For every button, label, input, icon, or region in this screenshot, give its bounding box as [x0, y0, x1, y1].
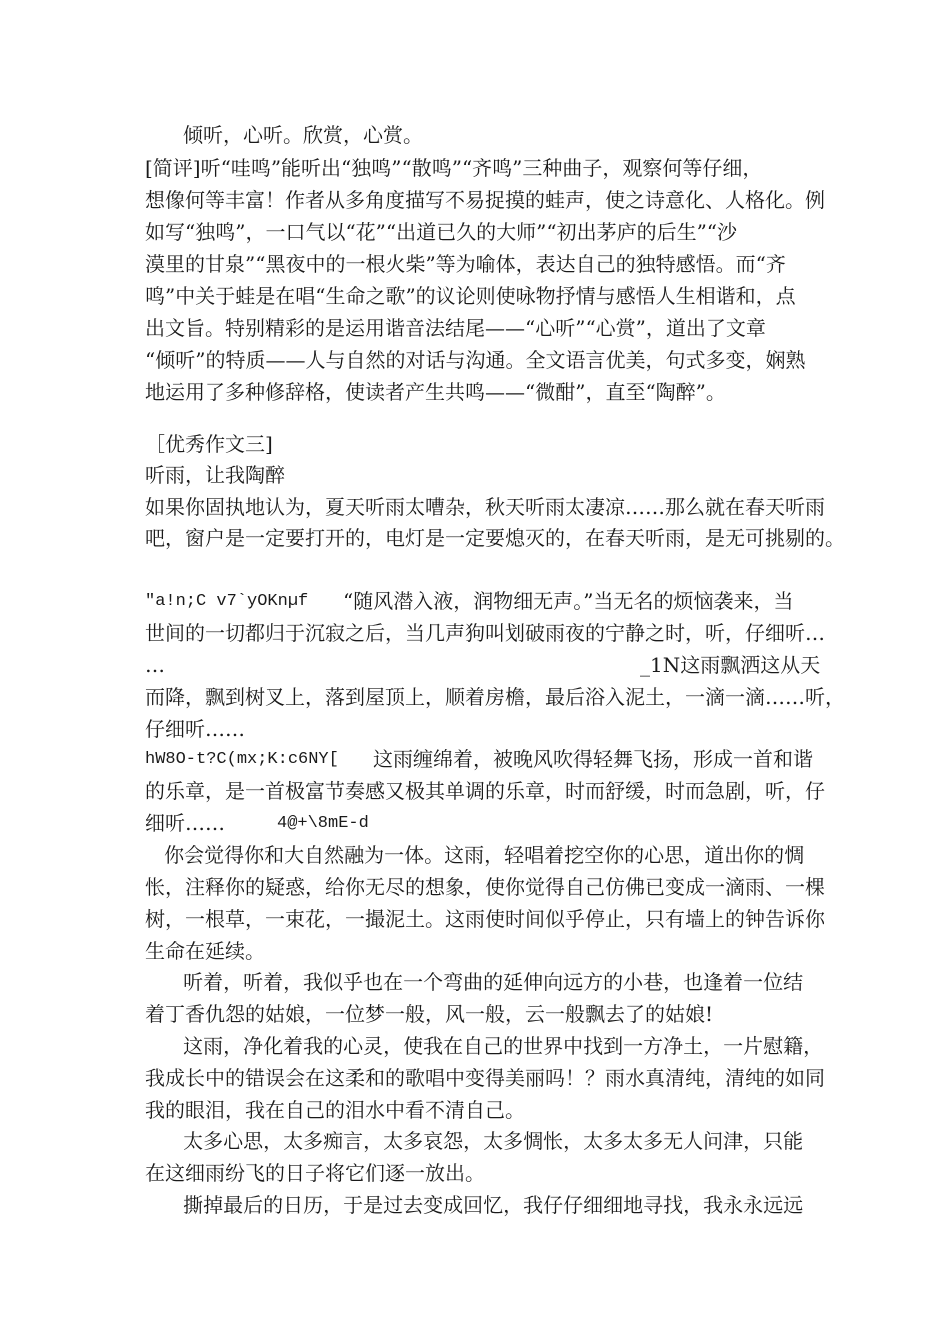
paragraph-line: 而降，飘到树叉上，落到屋顶上，顺着房檐，最后浴入泥土，一滴一滴……听，: [145, 685, 845, 709]
noise-text: _1N这雨飘洒这从天: [640, 653, 821, 677]
comment-line: 鸣”中关于蛙是在唱“生命之歌”的议论则使咏物抒情与感悟人生相谐和，点: [145, 284, 796, 308]
essay-title: 听雨，让我陶醉: [145, 463, 285, 487]
paragraph-line: 世间的一切都归于沉寂之后，当几声狗叫划破雨夜的宁静之时，听，仔细听…: [145, 621, 825, 645]
intro-line: 倾听，心听。欣赏，心赏。: [183, 123, 423, 147]
paragraph-line: 如果你固执地认为，夏天听雨太嘈杂，秋天听雨太凄凉……那么就在春天听雨: [145, 495, 825, 519]
paragraph-line: 这雨缠绵着，被晚风吹得轻舞飞扬，形成一首和谐: [373, 747, 813, 771]
paragraph-line: 撕掉最后的日历，于是过去变成回忆，我仔仔细细地寻找，我永永远远: [145, 1193, 804, 1217]
paragraph-line: 听着，听着，我似乎也在一个弯曲的延伸向远方的小巷，也逢着一位结: [145, 970, 804, 994]
paragraph-line: 的乐章，是一首极富节奏感又极其单调的乐章，时而舒缓，时而急剧，听，仔: [145, 779, 825, 803]
paragraph-line: 生命在延续。: [145, 939, 265, 963]
paragraph-line: 我成长中的错误会在这柔和的歌唱中变得美丽吗！？雨水真清纯，清纯的如同: [145, 1066, 825, 1090]
paragraph-line: 怅，注释你的疑惑，给你无尽的想象，使你觉得自己仿佛已变成一滴雨、一棵: [145, 875, 825, 899]
paragraph-line: 太多心思，太多痴言，太多哀怨，太多惆怅，太多太多无人问津，只能: [145, 1129, 804, 1153]
comment-line: 想像何等丰富！作者从多角度描写不易捉摸的蛙声，使之诗意化、人格化。例: [145, 188, 825, 212]
comment-line: 出文旨。特别精彩的是运用谐音法结尾——“心听”“心赏”，道出了文章: [145, 316, 766, 340]
section-label: ［优秀作文三]: [145, 432, 273, 456]
paragraph-line: 在这细雨纷飞的日子将它们逐一放出。: [145, 1161, 485, 1185]
comment-line: 如写“独鸣”，一口气以“花”“出道已久的大师”“初出茅庐的后生”“沙: [145, 220, 738, 244]
comment-line: 地运用了多种修辞格，使读者产生共鸣——“微酣”，直至“陶醉”。: [145, 380, 726, 404]
noise-text: 4@+\8mE-d: [277, 814, 369, 833]
paragraph-line: 吧，窗户是一定要打开的，电灯是一定要熄灭的，在春天听雨，是无可挑剔的。: [145, 526, 845, 550]
noise-text: "a!n;C v7`yOKnµf: [145, 592, 309, 611]
paragraph-line: 仔细听……: [145, 717, 245, 741]
paragraph-line: 树，一根草，一束花，一撮泥土。这雨使时间似乎停止，只有墙上的钟告诉你: [145, 907, 825, 931]
comment-line: [简评]听“哇鸣”能听出“独鸣”“散鸣”“齐鸣”三种曲子，观察何等仔细，: [145, 156, 763, 180]
paragraph-line: 你会觉得你和大自然融为一体。这雨，轻唱着挖空你的心思，道出你的惆: [145, 843, 805, 867]
paragraph-line: 这雨，净化着我的心灵，使我在自己的世界中找到一方净土，一片慰籍，: [145, 1034, 824, 1058]
comment-line: 漠里的甘泉”“黑夜中的一根火柴”等为喻体，表达自己的独特感悟。而“齐: [145, 252, 786, 276]
paragraph-line: “随风潜入液，润物细无声。”当无名的烦恼袭来，当: [343, 589, 794, 613]
noise-text: hW8O-t?C(mx;K:c6NY[: [145, 750, 339, 769]
paragraph-line: 我的眼泪，我在自己的泪水中看不清自己。: [145, 1098, 525, 1122]
paragraph-line: 细听……: [145, 811, 225, 835]
paragraph-line: 着丁香仇怨的姑娘，一位梦一般，风一般，云一般飘去了的姑娘!: [145, 1002, 714, 1026]
paragraph-line: …: [145, 653, 165, 677]
comment-line: “倾听”的特质——人与自然的对话与沟通。全文语言优美，句式多变，娴熟: [145, 348, 806, 372]
